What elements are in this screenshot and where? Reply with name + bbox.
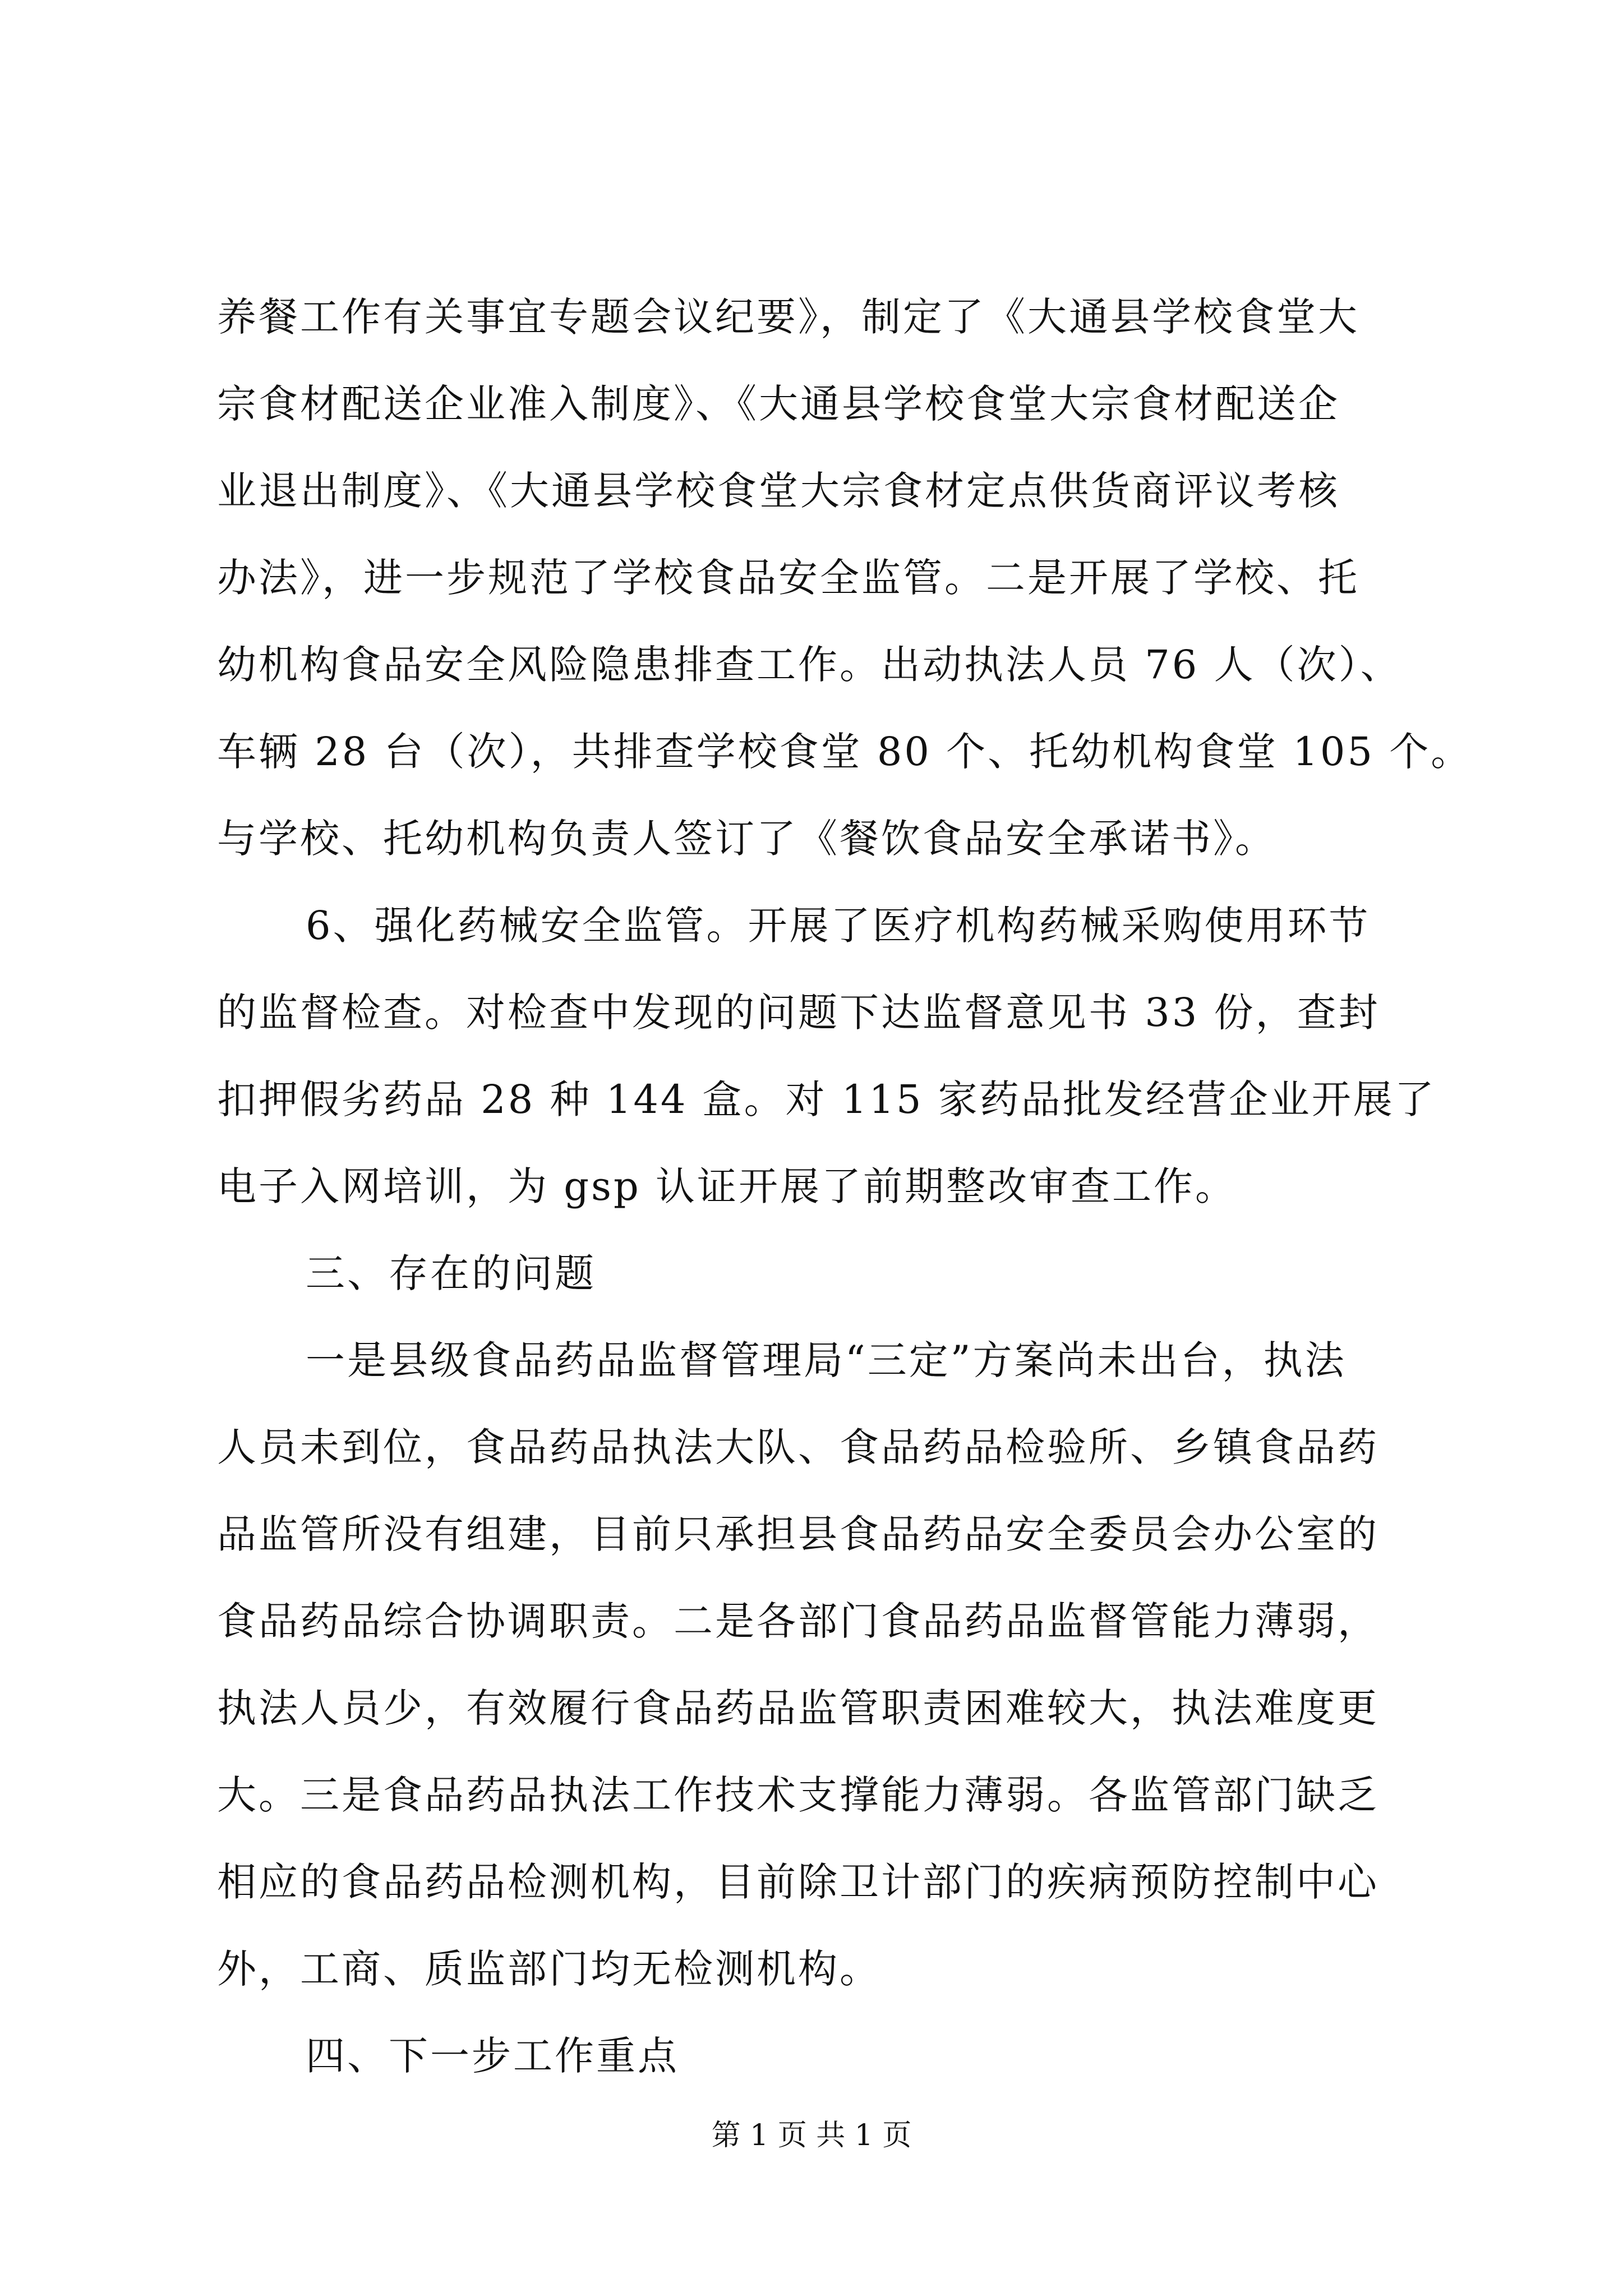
- text-line: 品监管所没有组建，目前只承担县食品药品安全委员会办公室的: [217, 1511, 1379, 1557]
- section-heading: 四、下一步工作重点: [306, 2033, 679, 2079]
- text-line: 扣押假劣药品 28 种 144 盒。对 115 家药品批发经营企业开展了: [217, 1076, 1436, 1122]
- text-line: 车辆 28 台（次），共排查学校食堂 80 个、托幼机构食堂 105 个。: [217, 729, 1473, 775]
- text-line: 执法人员少，有效履行食品药品监管职责困难较大，执法难度更: [217, 1685, 1379, 1731]
- section-heading: 三、存在的问题: [306, 1250, 596, 1296]
- text-line: 的监督检查。对检查中发现的问题下达监督意见书 33 份，查封: [217, 990, 1380, 1036]
- text-line: 养餐工作有关事宜专题会议纪要》，制定了《大通县学校食堂大: [217, 294, 1359, 340]
- text-line: 与学校、托幼机构负责人签订了《餐饮食品安全承诺书》。: [217, 816, 1276, 862]
- text-line: 电子入网培训，为 gsp 认证开展了前期整改审查工作。: [217, 1163, 1237, 1209]
- text-line: 6、强化药械安全监管。开展了医疗机构药械采购使用环节: [306, 903, 1371, 949]
- page-footer: 第 1 页 共 1 页: [711, 2119, 912, 2152]
- text-line: 业退出制度》、《大通县学校食堂大宗食材定点供货商评议考核: [217, 468, 1340, 514]
- text-line: 办法》，进一步规范了学校食品安全监管。二是开展了学校、托: [217, 555, 1359, 601]
- text-line: 食品药品综合协调职责。二是各部门食品药品监督管能力薄弱，: [217, 1598, 1379, 1644]
- text-line: 一是县级食品药品监督管理局“三定”方案尚未出台，执法: [306, 1337, 1347, 1383]
- text-line: 外，工商、质监部门均无检测机构。: [217, 1946, 881, 1992]
- text-line: 人员未到位，食品药品执法大队、食品药品检验所、乡镇食品药: [217, 1424, 1379, 1470]
- text-line: 幼机构食品安全风险隐患排查工作。出动执法人员 76 人（次）、: [217, 642, 1402, 688]
- text-line: 宗食材配送企业准入制度》、《大通县学校食堂大宗食材配送企: [217, 381, 1340, 427]
- text-line: 相应的食品药品检测机构，目前除卫计部门的疾病预防控制中心: [217, 1859, 1379, 1905]
- text-line: 大。三是食品药品执法工作技术支撑能力薄弱。各监管部门缺乏: [217, 1772, 1379, 1818]
